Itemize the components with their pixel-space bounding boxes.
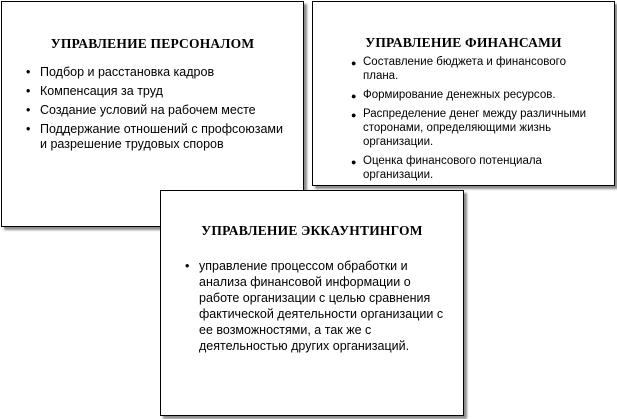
list-item: [185, 258, 447, 354]
list-item-text: управление процессом обработки и анализа финансовой информации о работе организации с целью сравнения фактической деятельности организации с ее возможностями, а так же с деятельностью других организаций.: [199, 259, 444, 353]
bullet-icon: ●: [351, 58, 357, 68]
bullet-icon: •: [185, 259, 190, 273]
list-item: [351, 154, 603, 182]
list-item-text: Оценка финансового потенциала организации.: [363, 155, 542, 181]
list-item-text: Составление бюджета и финансового плана.: [363, 56, 566, 82]
accounting-management-box: [160, 190, 464, 416]
list-item: [26, 103, 286, 118]
list-item-text: Компенсация за труд: [40, 84, 163, 98]
accounting-management-list: [185, 258, 447, 354]
finance-management-box: [312, 1, 615, 186]
finance-management-list: [351, 55, 603, 187]
accounting-management-title: УПРАВЛЕНИЕ ЭККАУНТИНГОМ: [201, 223, 423, 238]
list-item-text: Подбор и расстановка кадров: [40, 65, 215, 79]
list-item: [351, 55, 603, 83]
personnel-management-title: УПРАВЛЕНИЕ ПЕРСОНАЛОМ: [50, 36, 255, 51]
list-item-text: Создание условий на рабочем месте: [40, 103, 256, 117]
personnel-management-list: [26, 65, 286, 152]
finance-management-title: УПРАВЛЕНИЕ ФИНАНСАМИ: [365, 35, 562, 50]
list-item-text: Формирование денежных ресурсов.: [363, 89, 556, 101]
list-item-text: Распределение денег между различными сторонами, определяющими жизнь организации.: [363, 108, 587, 148]
list-item: [351, 88, 603, 102]
bullet-icon: ●: [351, 110, 357, 120]
list-item: [26, 65, 286, 80]
bullet-icon: •: [26, 103, 31, 117]
list-item: [351, 107, 603, 149]
bullet-icon: ●: [351, 157, 357, 167]
bullet-icon: •: [26, 65, 31, 79]
bullet-icon: •: [26, 122, 31, 136]
list-item: [26, 84, 286, 99]
bullet-icon: •: [26, 84, 31, 98]
list-item: [26, 122, 286, 152]
list-item-text: Поддержание отношений с профсоюзами и разрешение трудовых споров: [40, 122, 284, 151]
bullet-icon: ●: [351, 91, 357, 101]
